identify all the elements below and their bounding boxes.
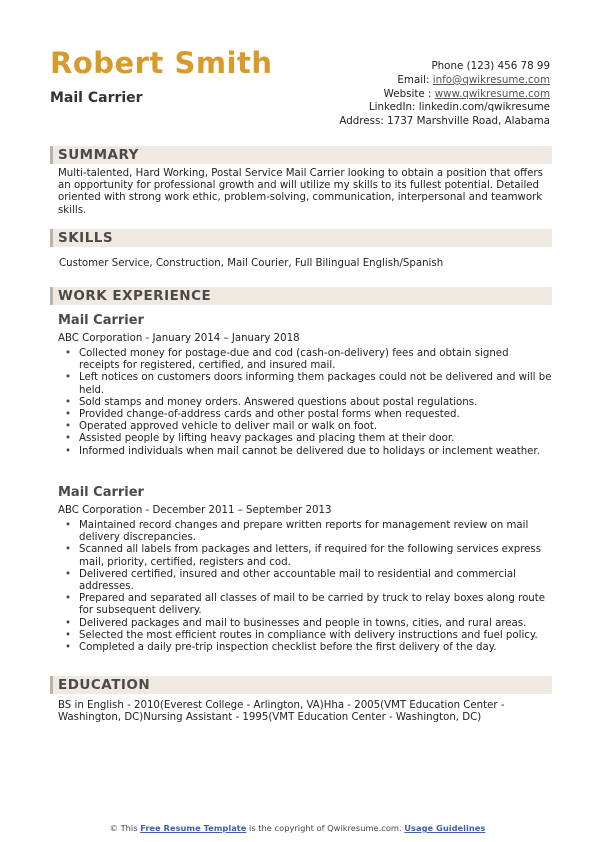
contact-label: Website : [383,87,432,100]
bullet-text: Prepared and separated all classes of mail to be carried by truck to relay boxes along route for subsequent delivery. [79,593,546,617]
list-item [65,617,552,630]
job-meta: ABC Corporation - December 2011 – September 2013 [58,505,332,516]
contact-address [339,115,550,129]
usage-guidelines-link[interactable]: Usage Guidelines [404,823,486,833]
education-text: BS in English - 2010(Everest College - Arlington, VA)Hha - 2005(VMT Education Center - Washington, DC)Nursing Assistant - 1995(VMT Education Center - Washington, DC) [58,700,505,724]
job-bullets [50,520,552,654]
bullet-text: Operated approved vehicle to deliver mail or walk on foot. [79,421,378,433]
bullet-icon: • [65,421,72,433]
contact-label: Phone [431,60,464,72]
contact-label: Email: [397,73,430,86]
bullet-text: Left notices on customers doors informing them packages could not be delivered and will be held. [79,372,552,396]
footer-prefix: © This [109,823,138,833]
bullet-icon: • [65,520,72,531]
website-link[interactable]: www.qwikresume.com [434,87,550,100]
free-resume-template-link[interactable]: Free Resume Template [140,823,247,833]
job-title: Mail Carrier [58,313,144,328]
contact-label: Address: [339,115,384,128]
bullet-text: Maintained record changes and prepare written reports for management review on mail delivery discrepancies. [79,520,529,544]
job-meta: ABC Corporation - January 2014 – January 2018 [58,333,300,344]
bullet-text: Delivered certified, insured and other accountable mail to residential and commercial addresses. [79,568,516,593]
section-accent [50,146,53,164]
section-accent [50,229,53,247]
section-header [50,287,552,305]
contact-email [339,74,550,88]
section-title: SUMMARY [58,147,139,163]
bullet-icon: • [65,544,72,556]
bullet-text: Informed individuals when mail cannot be delivered due to holidays or inclement weather. [79,445,540,457]
section-title: EDUCATION [58,677,151,693]
list-item [65,629,552,642]
summary-text: Multi-talented, Hard Working, Postal Service Mail Carrier looking to obtain a position that offers an opportunity for professional growth and will utilize my skills to its fullest potential. Detailed oriented with strong work ethic, problem-solving, communication, interpersonal and teamwork skills. [58,168,543,216]
bullet-icon: • [65,445,72,457]
section-header [50,229,552,247]
contact-website [339,88,550,102]
contact-linkedin [339,101,550,115]
list-item [65,568,552,593]
footer-copyright: is the copyright of Qwikresume.com. [249,823,402,833]
summary-section [50,146,552,217]
bullet-icon: • [65,348,72,359]
job-bullets [50,348,552,458]
list-item [65,520,552,544]
contact-value: 1737 Marshville Road, Alabama [387,115,550,128]
candidate-name: Robert Smith [50,46,273,80]
list-item [65,544,552,568]
list-item [65,409,552,421]
bullet-text: Provided change-of-address cards and other postal forms when requested. [79,409,460,421]
bullet-icon: • [65,593,72,605]
list-item [65,593,552,617]
bullet-text: Sold stamps and money orders. Answered questions about postal regulations. [79,396,478,408]
section-title: WORK EXPERIENCE [58,288,212,304]
job-title: Mail Carrier [58,485,144,500]
bullet-icon: • [65,433,72,445]
candidate-job-title: Mail Carrier [50,90,143,106]
section-accent [50,676,53,694]
list-item [65,642,552,654]
list-item [65,445,552,458]
contact-label: LinkedIn: [368,101,416,114]
list-item [65,421,552,433]
job-entry [50,313,552,458]
footer [0,823,595,833]
list-item [65,396,552,409]
list-item [65,348,552,372]
skills-section [50,229,552,270]
section-header [50,676,552,694]
bullet-icon: • [65,568,72,580]
skills-text: Customer Service, Construction, Mail Courier, Full Bilingual English/Spanish [59,258,444,269]
list-item [65,433,552,445]
resume-header [0,0,595,135]
bullet-icon: • [65,642,72,654]
bullet-text: Selected the most efficient routes in compliance with delivery instructions and fuel policy. [79,629,538,641]
bullet-icon: • [65,409,72,421]
contact-value: linkedin.com/qwikresume [418,101,550,114]
bullet-text: Completed a daily pre-trip inspection checklist before the first delivery of the day. [79,642,497,654]
section-accent [50,287,53,305]
bullet-text: Delivered packages and mail to businesses and people in towns, cities, and rural areas. [79,617,527,629]
email-link[interactable]: info@qwikresume.com [432,73,550,86]
bullet-text: Collected money for postage-due and cod (cash-on-delivery) fees and obtain signed receipts for registered, certified, and insured mail. [79,348,509,372]
bullet-text: Scanned all labels from packages and letters, if required for the following services express mail, priority, certified, registers and cod. [79,544,542,568]
contact-value: (123) 456 78 99 [466,60,550,72]
work-experience-section [50,287,552,305]
bullet-icon: • [65,396,72,408]
education-section [50,676,552,724]
section-header [50,146,552,164]
list-item [65,372,552,396]
job-entry [50,485,552,654]
contact-phone [339,60,550,74]
bullet-icon: • [65,629,72,641]
bullet-icon: • [65,617,72,629]
section-title: SKILLS [58,230,114,246]
bullet-icon: • [65,372,72,384]
contact-block [339,60,550,129]
bullet-text: Assisted people by lifting heavy packages and placing them at their door. [79,433,455,445]
